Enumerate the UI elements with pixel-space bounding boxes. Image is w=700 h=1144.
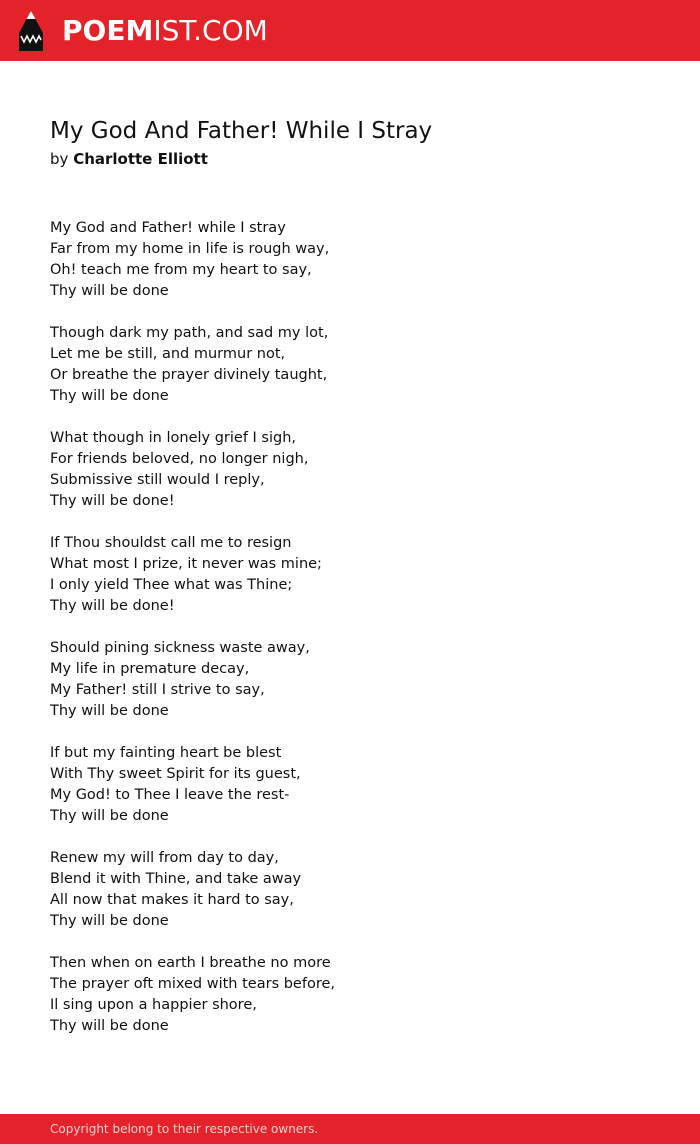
- site-header: [0, 0, 700, 61]
- pencil-tip-icon[interactable]: [17, 9, 45, 52]
- site-footer: [0, 1114, 700, 1144]
- poem-line: I only yield Thee what was Thine;: [50, 577, 293, 593]
- poem-line: The prayer oft mixed with tears before,: [50, 976, 336, 992]
- stanza: [50, 743, 650, 827]
- poem-line: Submissive still would I reply,: [50, 472, 265, 488]
- stanza: [50, 218, 650, 302]
- poem-line: Though dark my path, and sad my lot,: [50, 325, 329, 341]
- site-logo[interactable]: [62, 11, 268, 51]
- poem-title: My God And Father! While I Stray: [50, 118, 433, 144]
- copyright-text: Copyright belong to their respective owners.: [50, 1122, 319, 1136]
- by-label: by: [50, 150, 69, 168]
- poem-body: [50, 218, 650, 1058]
- poem-line: For friends beloved, no longer nigh,: [50, 451, 309, 467]
- logo-text-bold: POEM: [62, 14, 154, 47]
- poem-line: Far from my home in life is rough way,: [50, 241, 330, 257]
- poem-line: With Thy sweet Spirit for its guest,: [50, 766, 301, 782]
- poem-line: Let me be still, and murmur not,: [50, 346, 286, 362]
- poem-line: Or breathe the prayer divinely taught,: [50, 367, 328, 383]
- stanza: [50, 953, 650, 1037]
- poem-line: Blend it with Thine, and take away: [50, 871, 302, 887]
- poem-line: Il sing upon a happier shore,: [50, 997, 257, 1013]
- poem-line: Thy will be done: [50, 913, 169, 929]
- poem-line: Thy will be done!: [50, 493, 175, 509]
- poem-line: My Father! still I strive to say,: [50, 682, 265, 698]
- poem-line: Thy will be done: [50, 1018, 169, 1034]
- poem-line: My life in premature decay,: [50, 661, 250, 677]
- poem-line: Thy will be done: [50, 388, 169, 404]
- poem-line: Oh! teach me from my heart to say,: [50, 262, 312, 278]
- stanza: [50, 323, 650, 407]
- poem-line: If Thou shouldst call me to resign: [50, 535, 292, 551]
- byline: [50, 148, 208, 170]
- poem-line: All now that makes it hard to say,: [50, 892, 294, 908]
- stanza: [50, 638, 650, 722]
- poem-line: Should pining sickness waste away,: [50, 640, 310, 656]
- stanza: [50, 848, 650, 932]
- poem-line: If but my fainting heart be blest: [50, 745, 282, 761]
- stanza: [50, 428, 650, 512]
- poem-line: Thy will be done: [50, 808, 169, 824]
- poem-line: My God! to Thee I leave the rest-: [50, 787, 290, 803]
- poem-line: Thy will be done: [50, 703, 169, 719]
- poem-line: What most I prize, it never was mine;: [50, 556, 322, 572]
- poem-line: Thy will be done: [50, 283, 169, 299]
- poem-line: What though in lonely grief I sigh,: [50, 430, 297, 446]
- stanza: [50, 533, 650, 617]
- poem-line: Thy will be done!: [50, 598, 175, 614]
- poem-line: My God and Father! while I stray: [50, 220, 286, 236]
- poem-line: Renew my will from day to day,: [50, 850, 279, 866]
- logo-text-light: IST.COM: [153, 14, 268, 47]
- poem-line: Then when on earth I breathe no more: [50, 955, 331, 971]
- author-name: Charlotte Elliott: [73, 150, 208, 168]
